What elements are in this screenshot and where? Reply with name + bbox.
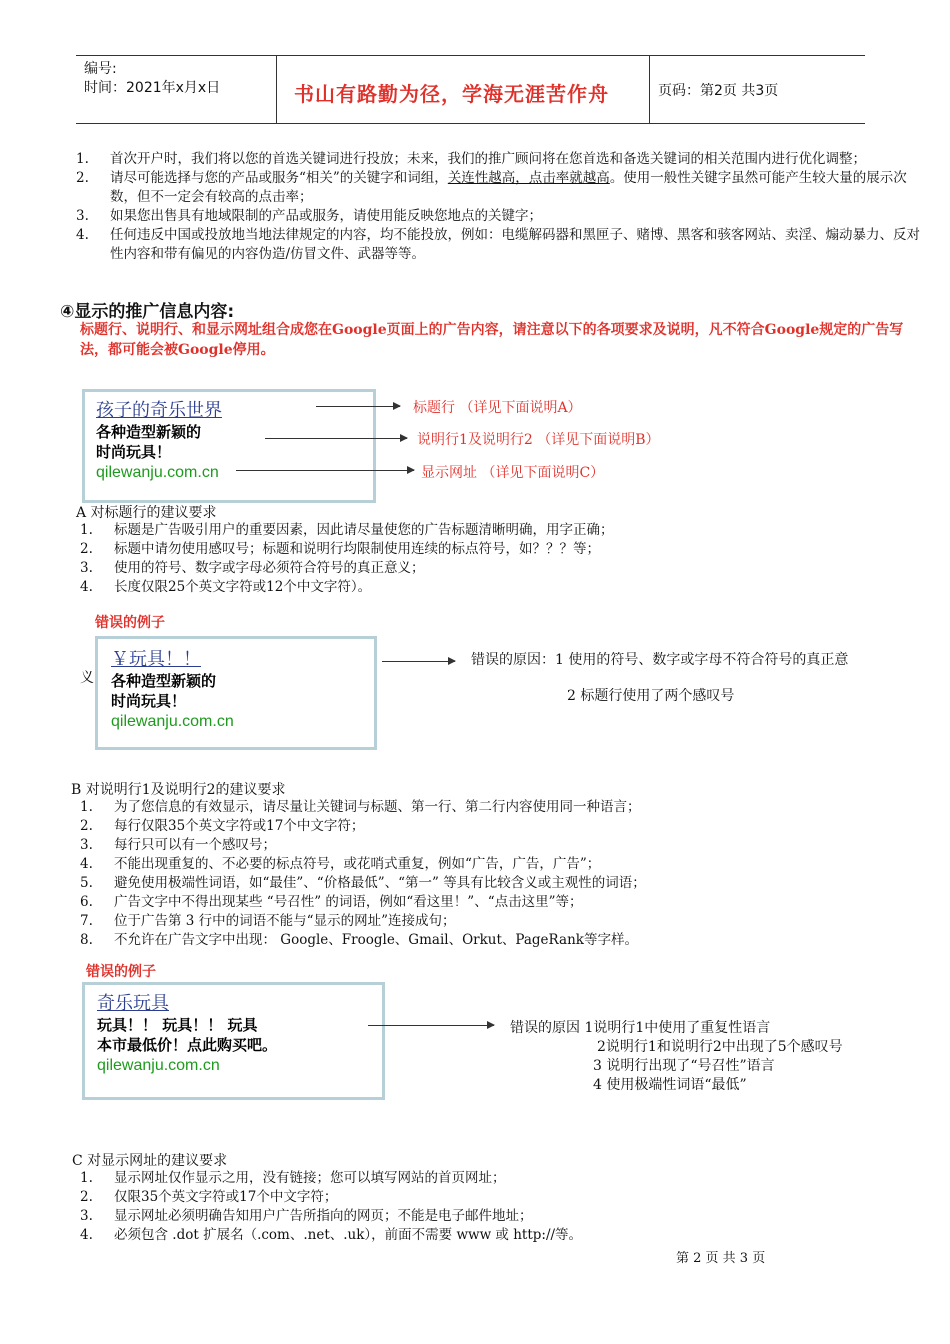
emphasis-underline: 关连性越高，点击率就越高 [447,170,610,186]
ad-display-url: qilewanju.com.cn [97,1057,220,1074]
list-item: 4. 不能出现重复的、不必要的标点符号，或花哨式重复，例如“广告，广告，广告”； [80,856,601,872]
ad-desc-line-1: 各种造型新颖的 [111,672,217,690]
header-motto: 书山有路勤为径，学海无涯苦作舟 [294,82,609,106]
list-item: 4. 任何违反中国或投放地当地法律规定的内容，均不能投放，例如：电缆解码器和黑匣子、赌博、黑客和骇客网站、卖淫、煽动暴力、反对性内容和带有偏见的内容伪造/仿冒文件、武器等等。 [76,227,920,262]
list-item: 2. 每行仅限35个英文字符或17个中文字符； [80,818,365,834]
list-item: 7. 位于广告第 3 行中的词语不能与“显示的网址”连接成句； [80,913,456,929]
list-item: 4. 长度仅限25个英文字符或12个中文字符）。 [80,579,372,595]
error-reason-b-1: 错误的原因 1说明行1中使用了重复性语言 [510,1020,771,1036]
annot-desc-lines: 说明行1及说明行2 （详见下面说明B） [417,432,660,448]
page-footer: 第 2 页 共 3 页 [676,1251,766,1266]
error-reason-b-3: 3 说明行出现了“号召性”语言 [593,1058,775,1074]
list-item: 1. 显示网址仅作显示之用，没有链接；您可以填写网站的首页网址； [80,1170,506,1186]
ad-display-url: qilewanju.com.cn [96,464,219,481]
ad-title[interactable]: ￥玩具！！ [111,649,201,670]
list-item: 3. 使用的符号、数字或字母必须符合符号的真正意义； [80,560,425,576]
list-item: 4. 必须包含 .dot 扩展名（.com、.net、.uk），前面不需要 www 或 http://等。 [80,1227,583,1243]
ad-title[interactable]: 孩子的奇乐世界 [96,400,222,421]
error-reason-2: 2 标题行使用了两个感叹号 [567,688,735,704]
error-example-heading: 错误的例子 [95,615,165,631]
header-divider-right [649,55,650,124]
arrow-desc [265,438,407,439]
error-reason-b-4: 4 使用极端性词语“最低” [593,1077,747,1093]
ad-desc-line-2: 时尚玩具！ [111,692,187,710]
arrow-error-b [368,1025,494,1026]
list-item: 1. 为了您信息的有效显示，请尽量让关键词与标题、第一行、第二行内容使用同一种语言； [80,799,641,815]
list-item: 8. 不允许在广告文字中出现： Google、Froogle、Gmail、Orkut、PageRank等字样。 [80,932,638,948]
section-note: 标题行、说明行、和显示网址组合成您在Google页面上的广告内容，请注意以下的各项要求及说明，凡不符合Google规定的广告写法，都可能会被Google停用。 [80,322,904,358]
section-c-heading: C 对显示网址的建议要求 [72,1153,228,1169]
doc-number-label: 编号: [84,61,117,77]
list-item: 2. 标题中请勿使用感叹号；标题和说明行均限制使用连续的标点符号，如？？？等； [80,541,600,557]
header-top-rule [76,55,865,56]
list-item: 3. 每行只可以有一个感叹号； [80,837,276,853]
list-item: 1. 首次开户时，我们将以您的首选关键词进行投放；未来，我们的推广顾问将在您首选和备选关键词的相关范围内进行优化调整； [76,151,866,167]
error-reason-1: 错误的原因：1 使用的符号、数字或字母不符合符号的真正意 [471,652,849,668]
annot-display-url: 显示网址 （详见下面说明C） [421,465,605,481]
intro-list [76,150,921,264]
arrow-error-a [382,661,455,662]
section-title: ④显示的推广信息内容: [60,302,235,322]
error-ad-box-a [95,636,377,750]
list-item: 3. 显示网址必须明确告知用户广告所指向的网页；不能是电子邮件地址； [80,1208,533,1224]
list-item: 2. 请尽可能选择与您的产品或服务“相关”的关键字和词组，关连性越高，点击率就越高。使用一般性关键字虽然可能产生较大量的展示次数，但不一定会有较高的点击率； [76,170,907,205]
ad-title[interactable]: 奇乐玩具 [97,993,169,1014]
list-item: 3. 如果您出售具有地域限制的产品或服务，请使用能反映您地点的关键字； [76,208,542,224]
ad-desc-line-1: 各种造型新颖的 [96,423,202,441]
header-bottom-rule [76,123,865,124]
error-ad-box-b [82,982,385,1100]
ad-desc-line-2: 本市最低价！点此购买吧。 [97,1036,278,1054]
section-b-list [80,798,920,950]
ad-display-url: qilewanju.com.cn [111,713,234,730]
list-item: 2. 仅限35个英文字符或17个中文字符； [80,1189,338,1205]
page-info: 页码：第2页 共3页 [658,83,779,99]
error-example-heading: 错误的例子 [86,964,156,980]
section-a-list [80,521,900,597]
list-item: 6. 广告文字中不得出现某些 “号召性” 的词语，例如“看这里！”、“点击这里”等； [80,894,583,910]
ad-desc-line-1: 玩具！！ 玩具！！ 玩具 [97,1016,258,1034]
section-a-heading: A 对标题行的建议要求 [76,505,217,521]
error-reason-cont: 义 [80,670,94,686]
arrow-title [316,406,400,407]
arrow-url [236,470,414,471]
doc-time-label: 时间：2021年x月x日 [84,80,221,96]
list-item: 1. 标题是广告吸引用户的重要因素，因此请尽量使您的广告标题清晰明确，用字正确； [80,522,614,538]
ad-desc-line-2: 时尚玩具！ [96,443,172,461]
section-b-heading: B 对说明行1及说明行2的建议要求 [71,782,286,798]
section-c-list [80,1169,920,1245]
annot-title-line: 标题行 （详见下面说明A） [413,400,582,416]
error-reason-b-2: 2说明行1和说明行2中出现了5个感叹号 [597,1039,843,1055]
list-item: 5. 避免使用极端性词语，如“最佳”、“价格最低”、“第一” 等具有比较含义或主观性的词语； [80,875,646,891]
header-divider-left [276,55,277,124]
